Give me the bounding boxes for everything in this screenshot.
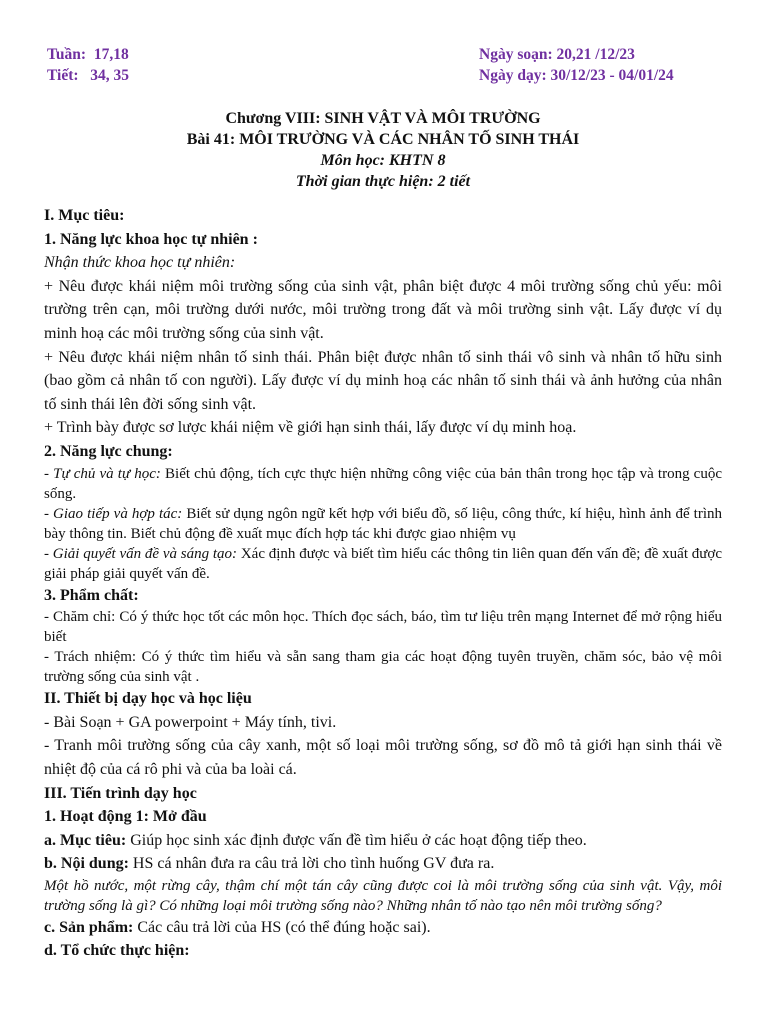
science-competency-heading: 1. Năng lực khoa học tự nhiên : (44, 230, 258, 248)
duration-line: Thời gian thực hiện: 2 tiết (295, 173, 471, 190)
activity-content (44, 852, 722, 876)
content-label: b. Nội dung: (44, 855, 129, 873)
period-label: Tiết: (47, 67, 79, 84)
week-value: 17,18 (93, 46, 129, 63)
general-competency-list (44, 464, 722, 584)
prep-value: 20,21 /12/23 (556, 46, 635, 63)
qualities-list (44, 607, 722, 687)
prep-date-line (479, 44, 674, 65)
product-text: Các câu trả lời của HS (có thể đúng hoặc sai). (133, 918, 431, 936)
competency-item (44, 544, 722, 584)
teach-value: 30/12/23 - 04/01/24 (550, 67, 674, 84)
competency-text: Xác định được và biết tìm hiểu các thông tin liên quan đến vấn đề; đề xuất được giải pháp giải quyết vấn đề. (44, 545, 723, 582)
equipment-item: - Bài Soạn + GA powerpoint + Máy tính, tivi. (44, 713, 337, 731)
section-procedure-heading: III. Tiến trình dạy học (44, 784, 197, 802)
period-line (47, 65, 129, 86)
teach-label: Ngày dạy: (479, 67, 547, 84)
period-value: 34, 35 (90, 67, 129, 84)
situation-text: Một hồ nước, một rừng cây, thậm chí một tán cây cũng được coi là môi trường sống của sinh vật. Vậy, môi trường sống là gì? Có những loại môi trường sống nào? Những nhân tố nào tạo nên môi trường sống? (44, 877, 722, 914)
document-page (44, 44, 722, 963)
objective-text: Giúp học sinh xác định được vấn đề tìm hiểu ở các hoạt động tiếp theo. (126, 831, 587, 849)
objective-item: + Nêu được khái niệm nhân tố sinh thái. Phân biệt được nhân tố sinh thái vô sinh và nhân tố hữu sinh (bao gồm cả nhân tố con người). Lấy được ví dụ minh hoạ các nhân tố sinh thái và ảnh hưởng của nhân tố sinh thái lên đời sống sinh vật. (44, 348, 722, 413)
chapter-title: Chương VIII: SINH VẬT VÀ MÔI TRƯỜNG (225, 110, 541, 127)
prep-label: Ngày soạn: (479, 46, 553, 63)
quality-item: - Chăm chỉ: Có ý thức học tốt các môn học. Thích đọc sách, báo, tìm tư liệu trên mạng Internet để mở rộng hiểu biết (44, 609, 722, 646)
activity-1-heading: 1. Hoạt động 1: Mở đầu (44, 808, 207, 826)
lesson-header (44, 44, 722, 88)
lesson-title: Bài 41: MÔI TRƯỜNG VÀ CÁC NHÂN TỐ SINH THÁI (186, 131, 580, 148)
competency-item (44, 504, 722, 544)
activity-product (44, 916, 722, 940)
content-text: HS cá nhân đưa ra câu trả lời cho tình huống GV đưa ra. (128, 855, 495, 873)
teach-date-line (479, 65, 674, 86)
header-left (47, 44, 129, 86)
week-label: Tuần: (47, 46, 87, 63)
week-line (47, 44, 129, 65)
competency-label: - Giao tiếp và hợp tác: (44, 505, 183, 522)
competency-label: - Tự chủ và tự học: (44, 465, 161, 482)
general-competency-heading: 2. Năng lực chung: (44, 442, 173, 460)
competency-text: Biết sử dụng ngôn ngữ kết hợp với biểu đồ, số liệu, công thức, kí hiệu, hình ảnh để trình bày thông tin. Biết chủ động đề xuất mục đích hợp tác khi được giao nhiệm vụ (44, 505, 722, 542)
lesson-body (44, 204, 722, 963)
competency-text: Biết chủ động, tích cực thực hiện những công việc của bản thân trong học tập và trong cuộc sống. (44, 465, 722, 502)
header-right (479, 44, 674, 86)
organization-heading: d. Tổ chức thực hiện: (44, 942, 190, 960)
qualities-heading: 3. Phẩm chất: (44, 586, 139, 604)
objective-item: + Trình bày được sơ lược khái niệm về giới hạn sinh thái, lấy được ví dụ minh hoạ. (44, 419, 577, 437)
objective-item: + Nêu được khái niệm môi trường sống của sinh vật, phân biệt được 4 môi trường sống chủ yếu: môi trường trên cạn, môi trường dưới nước, môi trường trong đất và môi trường sinh vật. Lấy được ví dụ minh hoạ các môi trường sống của sinh vật. (44, 277, 722, 342)
competency-label: - Giải quyết vấn đề và sáng tạo: (44, 545, 238, 562)
subject-line: Môn học: KHTN 8 (320, 152, 446, 169)
section-objectives-heading: I. Mục tiêu: (44, 207, 125, 224)
objective-label: a. Mục tiêu: (44, 831, 127, 849)
competency-item (44, 464, 722, 504)
lesson-titles (44, 108, 722, 192)
situation-block (44, 876, 722, 916)
product-label: c. Sản phẩm: (44, 918, 134, 936)
section-equipment-heading: II. Thiết bị dạy học và học liệu (44, 690, 252, 708)
activity-objective (44, 829, 722, 853)
science-cognition-label: Nhận thức khoa học tự nhiên: (44, 254, 236, 272)
equipment-item: - Tranh môi trường sống của cây xanh, một số loại môi trường sống, sơ đồ mô tả giới hạn sinh thái về nhiệt độ của cá rô phi và của ba loài cá. (44, 737, 722, 778)
quality-item: - Trách nhiệm: Có ý thức tìm hiểu và sẵn sang tham gia các hoạt động tuyên truyền, chăm sóc, bảo vệ môi trường sống của sinh vật . (44, 649, 722, 686)
